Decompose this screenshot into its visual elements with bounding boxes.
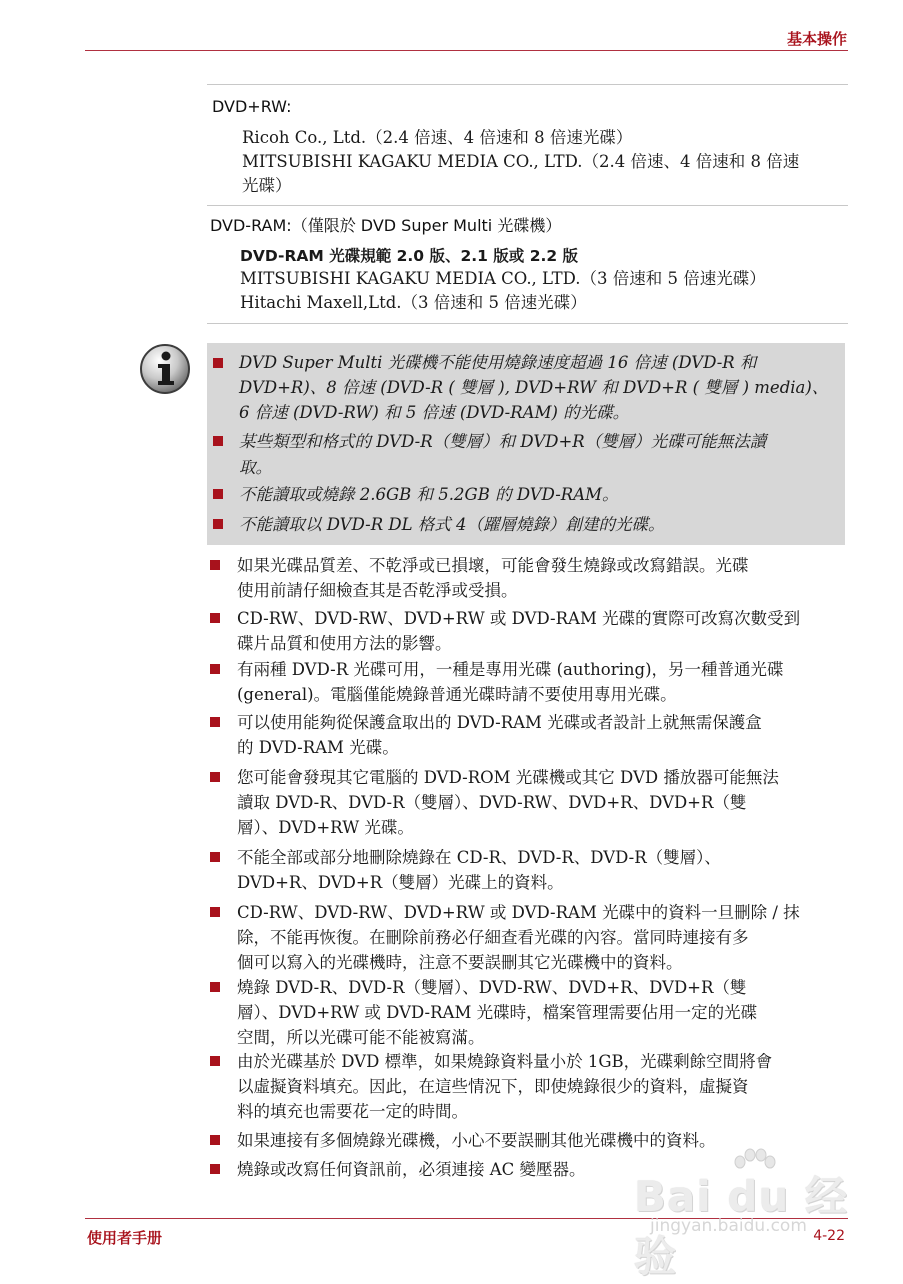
info-icon — [139, 343, 191, 395]
note-line: 不能讀取以 DVD-R DL 格式 4（躍層燒錄）創建的光碟。 — [239, 515, 665, 534]
bullet-line: 讀取 DVD-R、DVD-R（雙層）、DVD-RW、DVD+R、DVD+R（雙 — [237, 793, 747, 812]
footer-manual-title: 使用者手册 — [87, 1229, 163, 1247]
header-rule — [85, 50, 848, 51]
bullet-line: 使用前請仔細檢查其是否乾淨或受損。 — [237, 581, 518, 600]
bullet-square — [213, 519, 223, 529]
bullet-line: 可以使用能夠從保護盒取出的 DVD-RAM 光碟或者設計上就無需保護盒 — [237, 713, 762, 732]
bullet-line: 不能全部或部分地刪除燒錄在 CD-R、DVD-R、DVD-R（雙層）、 — [237, 848, 721, 867]
dvd-ram-line: Hitachi Maxell,Ltd.（3 倍速和 5 倍速光碟） — [240, 293, 587, 312]
dvd-ram-spec-line: DVD-RAM 光碟規範 2.0 版、2.1 版或 2.2 版 — [240, 247, 579, 265]
dvd-ram-line: MITSUBISHI KAGAKU MEDIA CO., LTD.（3 倍速和 5 倍速光碟） — [240, 269, 766, 288]
bullet-square — [213, 358, 223, 368]
bullet-square — [210, 1056, 220, 1066]
bullet-line: DVD+R、DVD+R（雙層）光碟上的資料。 — [237, 873, 564, 892]
bullet-square — [210, 907, 220, 917]
bullet-line: 個可以寫入的光碟機時，注意不要誤刪其它光碟機中的資料。 — [237, 953, 683, 972]
bullet-square — [210, 982, 220, 992]
bullet-line: 層）、DVD+RW 光碟。 — [237, 818, 414, 837]
bullet-square — [210, 1164, 220, 1174]
bullet-line: 燒錄 DVD-R、DVD-R（雙層）、DVD-RW、DVD+R、DVD+R（雙 — [237, 978, 747, 997]
bullet-line: 如果光碟品質差、不乾淨或已損壞，可能會發生燒錄或改寫錯誤。光碟 — [237, 556, 749, 575]
bullet-line: 空間，所以光碟可能不能被寫滿。 — [237, 1028, 485, 1047]
dvd-rw-plus-line: 光碟） — [242, 176, 292, 195]
bullet-square — [210, 772, 220, 782]
bullet-line: 層）、DVD+RW 或 DVD-RAM 光碟時，檔案管理需要佔用一定的光碟 — [237, 1003, 758, 1022]
dvd-rw-plus-line: MITSUBISHI KAGAKU MEDIA CO., LTD.（2.4 倍速、4 倍速和 8 倍速 — [242, 152, 800, 171]
note-line: 某些類型和格式的 DVD-R（雙層）和 DVD+R（雙層）光碟可能無法讀 — [239, 432, 767, 451]
dvd-rw-plus-heading: DVD+RW: — [212, 97, 292, 116]
bullet-line: 有兩種 DVD-R 光碟可用，一種是專用光碟 (authoring)，另一種普通光碟 — [237, 660, 784, 679]
bullet-line: 燒錄或改寫任何資訊前，必須連接 AC 變壓器。 — [237, 1160, 586, 1179]
table-mid-rule — [207, 205, 848, 206]
watermark-brand: Bai du 经验 — [634, 1172, 848, 1281]
bullet-square — [210, 664, 220, 674]
note-line: DVD Super Multi 光碟機不能使用燒錄速度超過 16 倍速 (DVD-R 和 — [239, 353, 757, 372]
bullet-square — [210, 560, 220, 570]
note-line: DVD+R)、8 倍速 (DVD-R ( 雙層 ), DVD+RW 和 DVD+R ( 雙層 ) media)、 — [239, 378, 829, 397]
bullet-square — [210, 852, 220, 862]
bullet-line: 以虛擬資料填充。因此，在這些情況下，即使燒錄很少的資料，虛擬資 — [237, 1077, 749, 1096]
bullet-square — [210, 1135, 220, 1145]
table-top-rule — [207, 84, 848, 85]
bullet-square — [213, 489, 223, 499]
section-title: 基本操作 — [786, 30, 847, 48]
dvd-ram-heading: DVD-RAM:（僅限於 DVD Super Multi 光碟機） — [210, 216, 562, 235]
note-line: 6 倍速 (DVD-RW) 和 5 倍速 (DVD-RAM) 的光碟。 — [239, 403, 630, 422]
bullet-line: 料的填充也需要花一定的時間。 — [237, 1102, 468, 1121]
note-line: 不能讀取或燒錄 2.6GB 和 5.2GB 的 DVD-RAM。 — [239, 485, 619, 504]
bullet-square — [210, 613, 220, 623]
bullet-line: CD-RW、DVD-RW、DVD+RW 或 DVD-RAM 光碟中的資料一旦刪除 / 抹 — [237, 903, 800, 922]
watermark-url: jingyan.baidu.com — [650, 1216, 807, 1236]
bullet-line: 由於光碟基於 DVD 標準，如果燒錄資料量小於 1GB，光碟剩餘空間將會 — [237, 1052, 773, 1071]
note-line: 取。 — [239, 458, 272, 477]
bullet-line: (general)。電腦僅能燒錄普通光碟時請不要使用專用光碟。 — [237, 685, 677, 704]
bullet-line: 碟片品質和使用方法的影響。 — [237, 634, 452, 653]
baidu-watermark — [628, 1148, 858, 1281]
dvd-rw-plus-line: Ricoh Co., Ltd.（2.4 倍速、4 倍速和 8 倍速光碟） — [242, 128, 633, 147]
bullet-square — [210, 717, 220, 727]
bullet-line: 除，不能再恢復。在刪除前務必仔細查看光碟的內容。當同時連接有多 — [237, 928, 749, 947]
table-bottom-rule — [207, 323, 848, 324]
bullet-line: 的 DVD-RAM 光碟。 — [237, 738, 399, 757]
bullet-line: 您可能會發現其它電腦的 DVD-ROM 光碟機或其它 DVD 播放器可能無法 — [237, 768, 779, 787]
bullet-square — [213, 436, 223, 446]
page-number: 4-22 — [813, 1228, 845, 1244]
bullet-line: 如果連接有多個燒錄光碟機，小心不要誤刪其他光碟機中的資料。 — [237, 1131, 716, 1150]
bullet-line: CD-RW、DVD-RW、DVD+RW 或 DVD-RAM 光碟的實際可改寫次數受到 — [237, 609, 801, 628]
